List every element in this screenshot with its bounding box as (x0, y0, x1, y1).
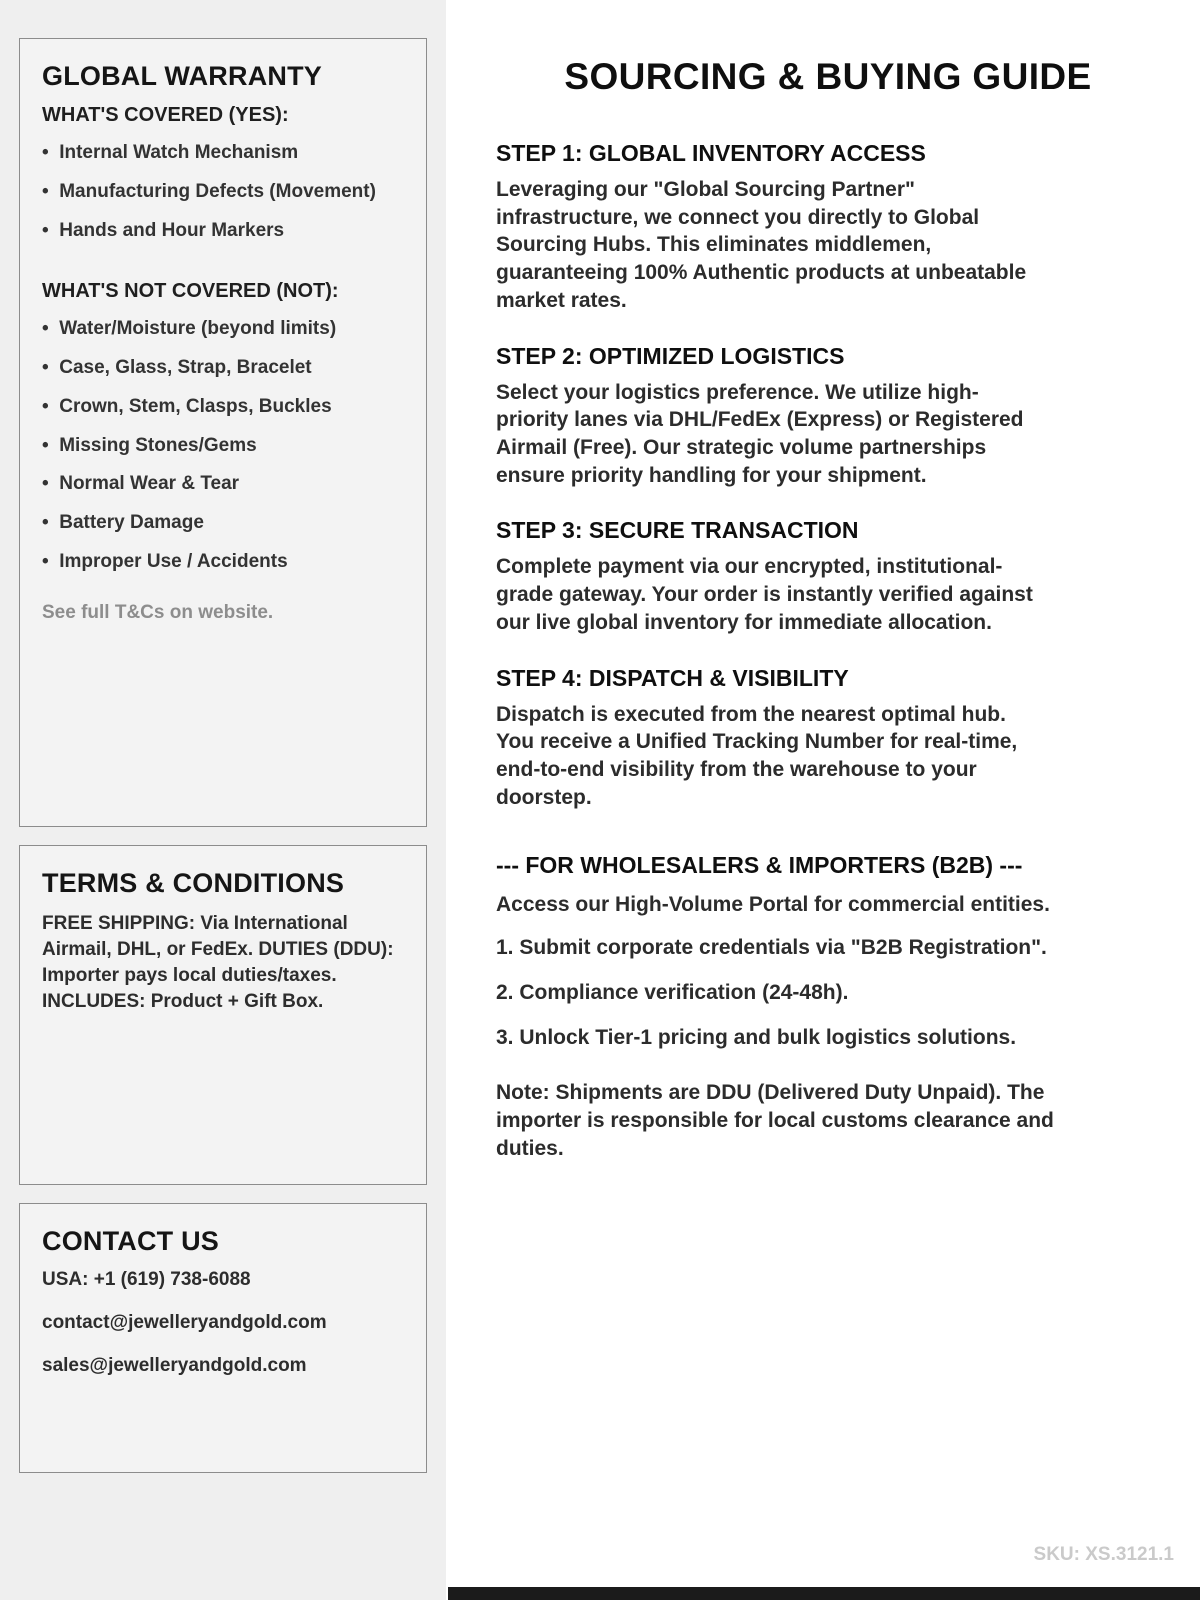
b2b-item-1: 1. Submit corporate credentials via "B2B Registration". (496, 936, 1047, 960)
list-item: • Normal Wear & Tear (42, 472, 404, 496)
contact-email-primary: contact@jewelleryandgold.com (42, 1312, 327, 1333)
list-item: • Improper Use / Accidents (42, 550, 404, 574)
list-item: • Manufacturing Defects (Movement) (42, 180, 404, 204)
warranty-not-covered-list (42, 317, 404, 573)
step-4-body: Dispatch is executed from the nearest optimal hub. You receive a Unified Tracking Number for real-time, end-to-end visibility from the warehouse to your doorstep. (496, 702, 1018, 809)
contact-title: CONTACT US (42, 1226, 219, 1256)
step-2-heading: STEP 2: OPTIMIZED LOGISTICS (496, 342, 845, 369)
b2b-section (496, 852, 1066, 1163)
warranty-not-covered-heading: WHAT'S NOT COVERED (NOT): (42, 280, 339, 303)
page-title: SOURCING & BUYING GUIDE (564, 56, 1092, 97)
warranty-covered-list (42, 141, 404, 242)
list-item: • Battery Damage (42, 511, 404, 535)
terms-body: FREE SHIPPING: Via International Airmail, DHL, or FedEx. DUTIES (DDU): Importer pays local duties/taxes. INCLUDES: Product + Gift Box. (42, 913, 394, 1013)
step-3-body: Complete payment via our encrypted, institutional-grade gateway. Your order is instantly verified against our live global inventory for immediate allocation. (496, 555, 1033, 634)
list-item: • Case, Glass, Strap, Bracelet (42, 356, 404, 380)
warranty-covered-heading: WHAT'S COVERED (YES): (42, 104, 289, 126)
list-item: • Water/Moisture (beyond limits) (42, 317, 404, 341)
step-3-section (496, 517, 1044, 636)
step-2-body: Select your logistics preference. We utilize high-priority lanes via DHL/FedEx (Express) or Registered Airmail (Free). Our strategic volume partnerships ensure priority handling for your shipment. (496, 380, 1024, 487)
step-2-section (496, 343, 1044, 490)
sku-label: SKU: XS.3121.1 (1033, 1544, 1174, 1565)
step-1-heading: STEP 1: GLOBAL INVENTORY ACCESS (496, 140, 926, 166)
terms-title: TERMS & CONDITIONS (42, 868, 345, 898)
list-item: • Internal Watch Mechanism (42, 141, 404, 165)
step-4-heading: STEP 4: DISPATCH & VISIBILITY (496, 664, 849, 691)
warranty-footnote: See full T&Cs on website. (42, 601, 274, 623)
b2b-heading: --- FOR WHOLESALERS & IMPORTERS (B2B) --- (496, 851, 1023, 878)
main-content (446, 0, 1200, 1600)
contact-panel (19, 1203, 427, 1473)
warranty-panel (19, 38, 427, 827)
bottom-divider-bar (448, 1587, 1200, 1600)
b2b-note: Note: Shipments are DDU (Delivered Duty Unpaid). The importer is responsible for local customs clearance and duties. (496, 1081, 1054, 1160)
terms-panel (19, 845, 427, 1185)
b2b-item-3: 3. Unlock Tier-1 pricing and bulk logistics solutions. (496, 1025, 1017, 1049)
step-3-heading: STEP 3: SECURE TRANSACTION (496, 517, 859, 544)
list-item: • Crown, Stem, Clasps, Buckles (42, 395, 404, 419)
contact-email-sales: sales@jewelleryandgold.com (42, 1355, 307, 1376)
step-1-body: Leveraging our "Global Sourcing Partner" infrastructure, we connect you directly to Global Sourcing Hubs. This eliminates middlemen, guaranteeing 100% Authentic products at unbeatable market rates. (496, 178, 1027, 312)
sidebar (0, 0, 446, 1600)
list-item: • Hands and Hour Markers (42, 219, 404, 243)
step-1-section (496, 140, 1044, 315)
b2b-intro: Access our High-Volume Portal for commercial entities. (496, 892, 1050, 916)
contact-phone: USA: +1 (619) 738-6088 (42, 1269, 251, 1290)
list-item: • Missing Stones/Gems (42, 434, 404, 458)
b2b-item-2: 2. Compliance verification (24-48h). (496, 980, 849, 1004)
warranty-title: GLOBAL WARRANTY (42, 61, 322, 91)
step-4-section (496, 665, 1044, 812)
